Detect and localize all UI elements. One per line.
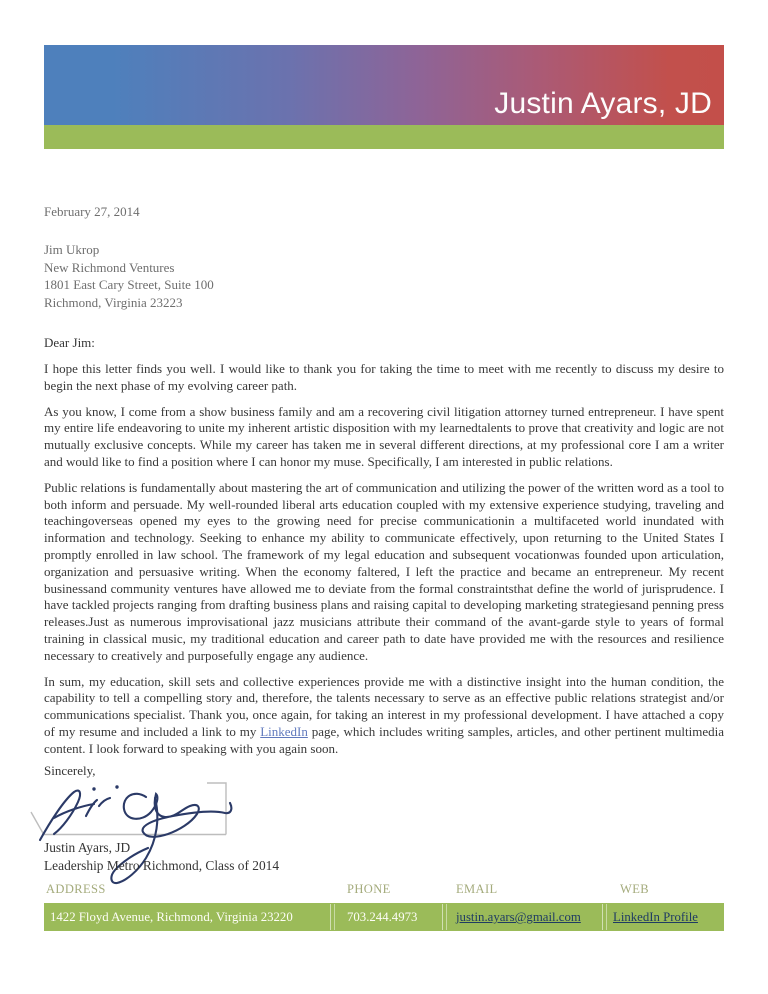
- page-title: Justin Ayars, JD: [494, 87, 712, 120]
- signature-ink-dots: [92, 785, 118, 790]
- email-link[interactable]: justin.ayars@gmail.com: [456, 910, 581, 924]
- footer-phone-value: 703.244.4973: [347, 910, 418, 924]
- letter-body: [44, 203, 724, 767]
- footer-label-web: WEB: [620, 882, 649, 896]
- header-gradient-band: [44, 45, 724, 125]
- footer-label-email: EMAIL: [456, 882, 498, 896]
- recipient-name: Jim Ukrop: [44, 242, 100, 258]
- paragraph-3: Public relations is fundamentally about mastering the art of communication and utilizing the power of the written word as a tool to both inform and persuade. My well-rounded liberal arts education coupled with my extensive experience studying, traveling and teachingoverseas opened my eyes to the growing need for precise communicationin a multifaceted world inundated with information and technology. Seeking to enhance my ability to communicate effectively, upon returning to the United States I promptly enrolled in law school. The framework of my legal education and subsequent vocationwas founded upon articulation, organization and persuasive writing. When the economy faltered, I left the practice and became an entrepreneur. My recent businessand community ventures have allowed me to deviate from the formal constraintsthat define the world of jurisprudence. I have tackled projects ranging from drafting business plans and raising capital to developing marketing strategiesand penning press releases.Just as numerous improvisational jazz musicians attribute their command of the avant-garde style to years of formal training in classical music, my traditional education and career path to date have provided me with the resources and resilience necessary to creatively and purposefully engage any audience.: [44, 479, 724, 663]
- paragraph-4-text-after: page, which includes writing samples, articles, and other pertinent multimedia content. I look forward to speaking with you again soon.: [44, 723, 724, 756]
- footer-address-value: 1422 Floyd Avenue, Richmond, Virginia 23220: [50, 910, 293, 924]
- recipient-block: [44, 241, 724, 311]
- recipient-company: New Richmond Ventures: [44, 259, 175, 275]
- paragraph-2: As you know, I come from a show business family and am a recovering civil litigation attorney turned entrepreneur. I have spent my entire life endeavoring to unite my inherent artistic disposition with my learnedtalents to prove that creativity and logic are not mutually exclusive concepts. While my career has taken me in several different directions, at my professional core I am a writer and would like to find a position where I can honor my muse. Specifically, I am interested in public relations.: [44, 403, 724, 470]
- footer-separator-3: [602, 904, 607, 930]
- header-green-divider: [44, 125, 724, 149]
- footer-separator-1: [330, 904, 335, 930]
- paragraph-4-text-before: In sum, my education, skill sets and collective experiences provide me with a distinctive insight into the human condition, the capability to tell a compelling story and, therefore, the talents necessary to serve as an effective public relations strategist and/or communications specialist. Thank you, once again, for taking an interest in my professional development. I have attached a copy of my resume and included a link to my: [44, 673, 724, 739]
- closing: Sincerely,: [44, 763, 96, 778]
- signer-name: Justin Ayars, JD: [44, 840, 131, 855]
- recipient-city: Richmond, Virginia 23223: [44, 294, 183, 310]
- salutation: Dear Jim:: [44, 335, 95, 351]
- paragraph-1: I hope this letter finds you well. I would like to thank you for taking the time to meet with me recently to discuss my desire to begin the next phase of my evolving career path.: [44, 361, 724, 393]
- footer-label-address: ADDRESS: [46, 882, 106, 896]
- recipient-street: 1801 East Cary Street, Suite 100: [44, 277, 214, 293]
- linkedin-inline-link[interactable]: LinkedIn: [260, 723, 308, 739]
- linkedin-profile-link[interactable]: LinkedIn Profile: [613, 910, 698, 924]
- footer-label-phone: PHONE: [347, 882, 391, 896]
- paragraph-4: [44, 674, 724, 758]
- date-line: February 27, 2014: [44, 204, 140, 219]
- signer-title: Leadership Metro Richmond, Class of 2014: [44, 858, 280, 873]
- footer-separator-2: [442, 904, 447, 930]
- footer-bar: [44, 903, 724, 931]
